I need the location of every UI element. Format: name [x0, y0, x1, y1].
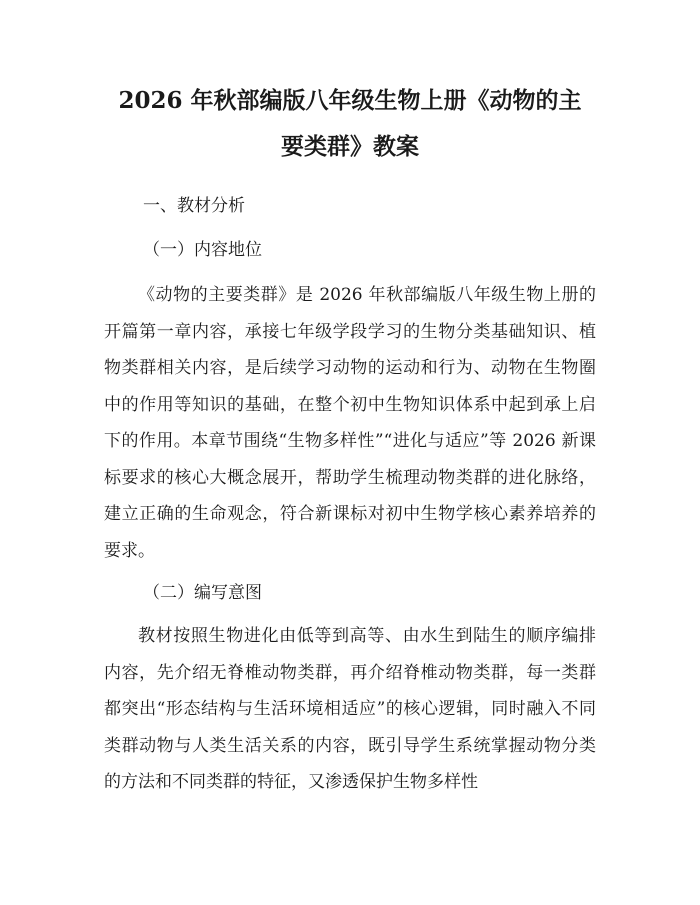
document-title-line-2: 要类群》教案: [281, 133, 419, 160]
paragraph-writing-intent: 教材按照生物进化由低等到高等、由水生到陆生的顺序编排内容，先介绍无脊椎动物类群，再介绍脊椎动物类群，每一类群都突出“形态结构与生活环境相适应”的核心逻辑，同时融入不同类群动物与人类生活关系的内容，既引导学生系统掌握动物分类的方法和不同类群的特征，又渗透保护生物多样性: [104, 626, 596, 792]
document-title-line-1: 2026 年秋部编版八年级生物上册《动物的主: [118, 87, 582, 114]
section-heading-textbook-analysis: 一、教材分析: [143, 196, 245, 216]
subsection-heading-writing-intent: （二）编写意图: [143, 583, 262, 603]
subsection-heading-content-position: （一）内容地位: [143, 240, 262, 260]
paragraph-content-position: 《动物的主要类群》是 2026 年秋部编版八年级生物上册的开篇第一章内容，承接七年级学段学习的生物分类基础知识、植物类群相关内容，是后续学习动物的运动和行为、动物在生物圈中的作用等知识的基础，在整个初中生物知识体系中起到承上启下的作用。本章节围绕“生物多样性”“进化与适应”等 2026 新课标要求的核心大概念展开，帮助学生梳理动物类群的进化脉络，建立正确的生命观念，符合新课标对初中生物学核心素养培养的要求。: [104, 285, 596, 561]
